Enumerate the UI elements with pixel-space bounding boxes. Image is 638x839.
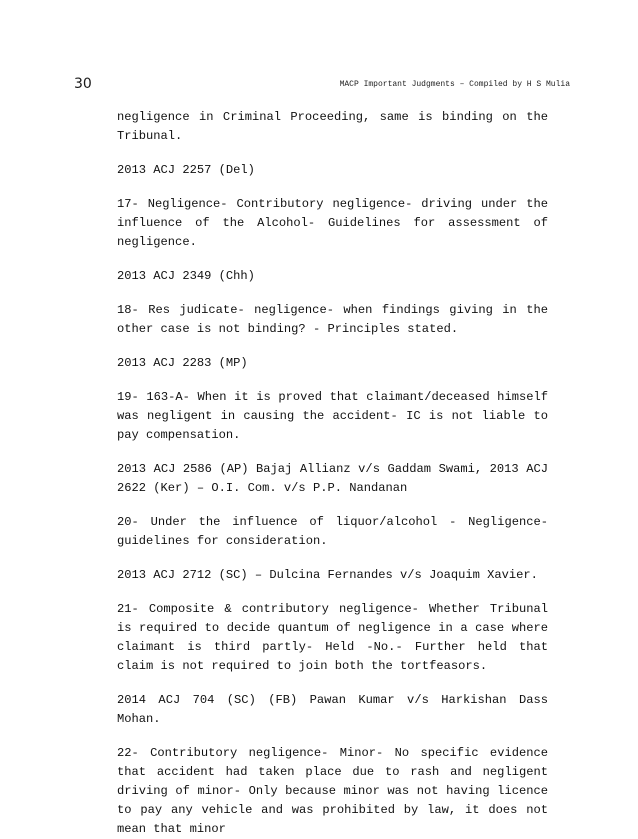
- citation: 2013 ACJ 2586 (AP) Bajaj Allianz v/s Gaddam Swami, 2013 ACJ 2622 (Ker) – O.I. Com. v/s P.P. Nandanan: [117, 462, 548, 495]
- headnote-19: 19- 163-A- When it is proved that claimant/deceased himself was negligent in causing the accident- IC is not liable to pay compensation.: [117, 390, 548, 442]
- document-body: [117, 108, 548, 839]
- citation: 2013 ACJ 2257 (Del): [117, 163, 255, 177]
- citation: 2013 ACJ 2283 (MP): [117, 356, 248, 370]
- headnote-17: 17- Negligence- Contributory negligence- driving under the influence of the Alcohol- Guidelines for assessment of negligence.: [117, 197, 548, 249]
- running-header: MACP Important Judgments – Compiled by H S Mulia: [339, 80, 570, 89]
- headnote-18: 18- Res judicate- negligence- when findings giving in the other case is not binding? - Principles stated.: [117, 303, 548, 336]
- citation: 2013 ACJ 2712 (SC) – Dulcina Fernandes v/s Joaquim Xavier.: [117, 568, 538, 582]
- paragraph-continued: negligence in Criminal Proceeding, same is binding on the Tribunal.: [117, 110, 548, 143]
- headnote-21: 21- Composite & contributory negligence- Whether Tribunal is required to decide quantum of negligence in a case where claimant is third partly- Held -No.- Further held that claim is not required to join both the tortfeasors.: [117, 602, 548, 673]
- page-number: 30: [74, 76, 92, 92]
- headnote-20: 20- Under the influence of liquor/alcohol - Negligence- guidelines for consideration.: [117, 515, 548, 548]
- headnote-22: 22- Contributory negligence- Minor- No specific evidence that accident had taken place due to rash and negligent driving of minor- Only because minor was not having licence to pay any vehicle and was prohibited by law, it does not mean that minor: [117, 746, 548, 836]
- citation: 2013 ACJ 2349 (Chh): [117, 269, 255, 283]
- citation: 2014 ACJ 704 (SC) (FB) Pawan Kumar v/s Harkishan Dass Mohan.: [117, 693, 548, 726]
